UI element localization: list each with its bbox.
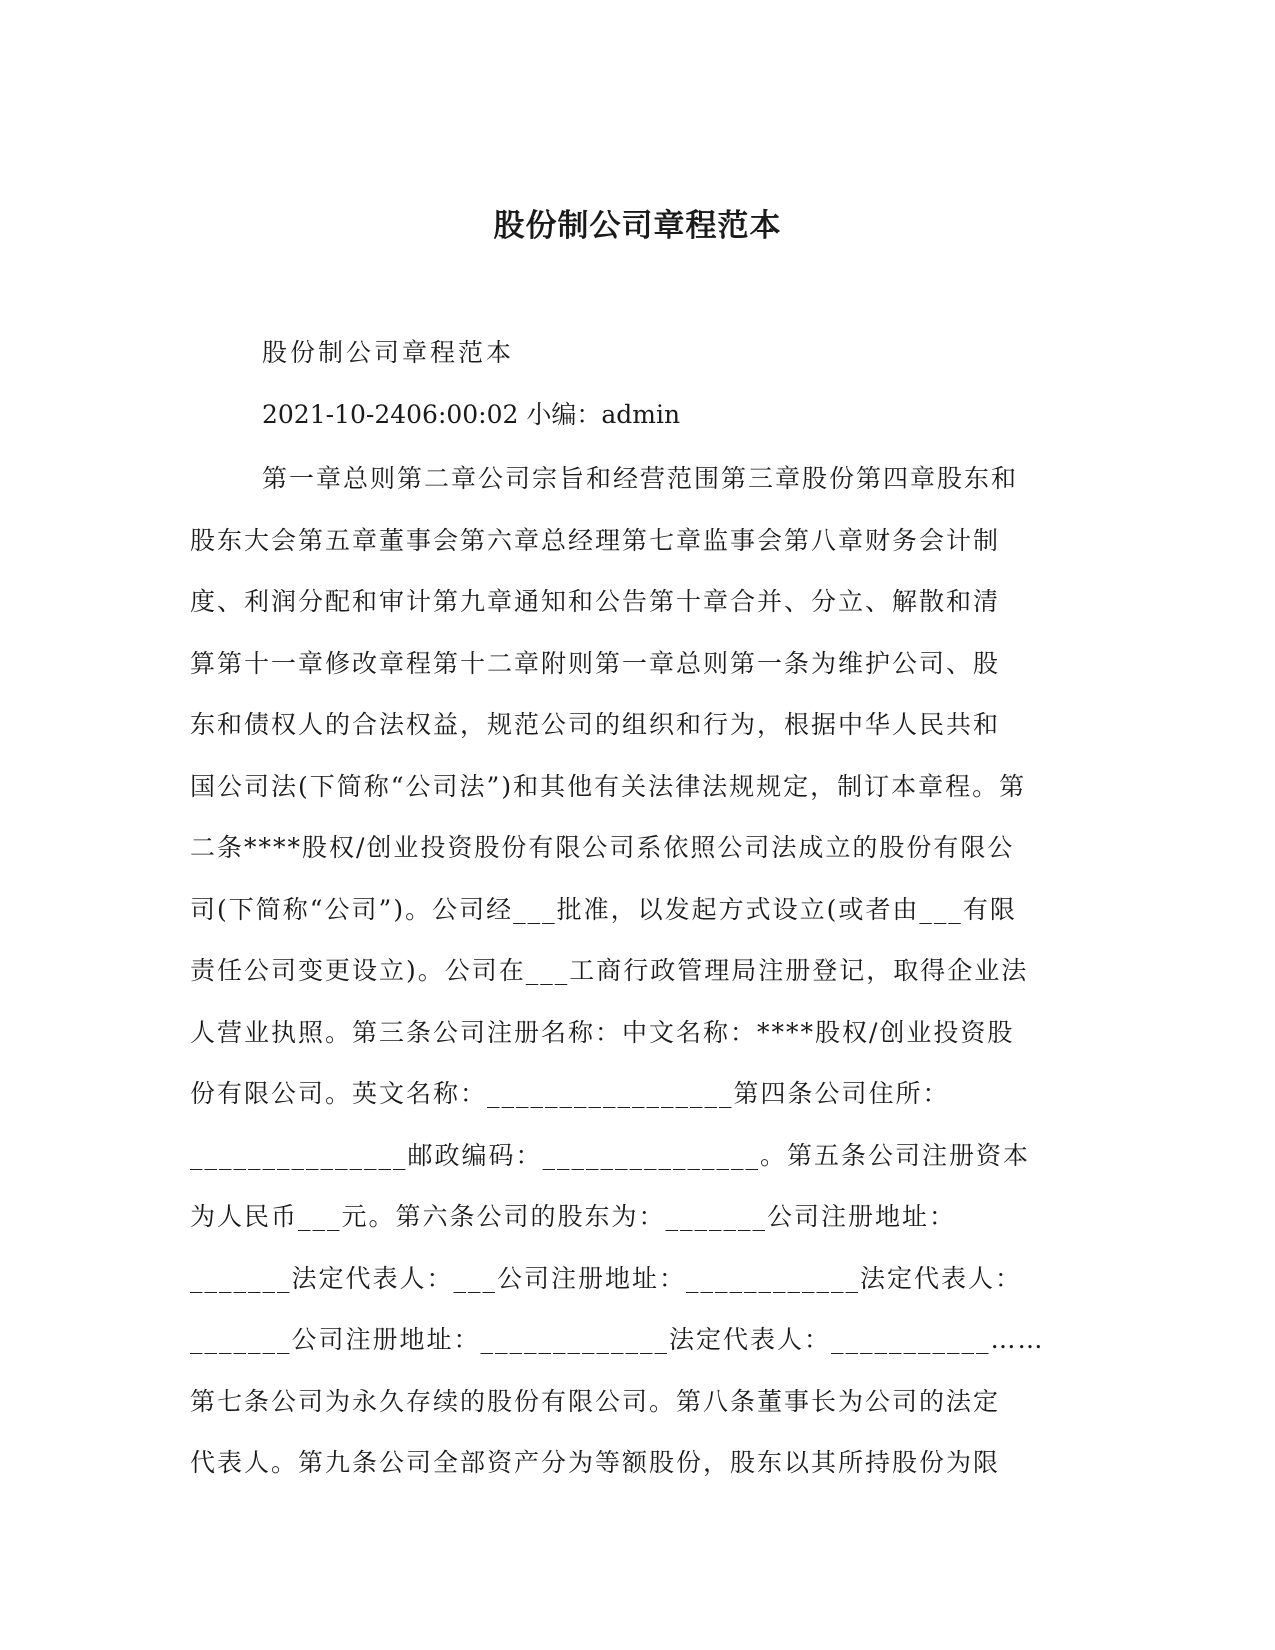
document-subtitle: 股份制公司章程范本 [262, 338, 515, 367]
publish-dateline: 2021-10-2406:00:02 小编：admin [262, 400, 681, 429]
body-line: 国公司法(下简称“公司法”)和其他有关法律法规规定，制订本章程。第 [190, 771, 1027, 801]
document-title: 股份制公司章程范本 [493, 208, 782, 244]
body-line: 责任公司变更设立)。公司在___工商行政管理局注册登记，取得企业法 [190, 956, 1029, 985]
body-line: 度、利润分配和审计第九章通知和公告第十章合并、分立、解散和清 [190, 587, 1001, 616]
body-line: _______________邮政编码：_______________。第五条公司注册资本 [190, 1140, 1031, 1170]
body-line: 人营业执照。第三条公司注册名称：中文名称：****股权/创业投资股 [190, 1017, 1015, 1047]
body-line: 司(下简称“公司”)。公司经___批准，以发起方式设立(或者由___有限 [190, 894, 1017, 924]
body-line: 算第十一章修改章程第十二章附则第一章总则第一条为维护公司、股 [190, 648, 1001, 678]
body-line: 第七条公司为永久存续的股份有限公司。第八条董事长为公司的法定 [190, 1386, 1001, 1416]
body-line: 份有限公司。英文名称：_________________第四条公司住所： [190, 1079, 950, 1108]
body-line: 东和债权人的合法权益，规范公司的组织和行为，根据中华人民共和 [190, 710, 1001, 739]
body-line: _______公司注册地址：_____________法定代表人：___________…… [190, 1325, 1045, 1354]
body-line: 二条****股权/创业投资股份有限公司系依照公司法成立的股份有限公 [190, 833, 1015, 862]
body-line: 第一章总则第二章公司宗旨和经营范围第三章股份第四章股东和 [262, 464, 1019, 493]
body-line: 为人民币___元。第六条公司的股东为：_______公司注册地址： [190, 1202, 957, 1231]
body-line: 股东大会第五章董事会第六章总经理第七章监事会第八章财务会计制 [190, 525, 1001, 555]
body-line: 代表人。第九条公司全部资产分为等额股份，股东以其所持股份为限 [190, 1448, 1001, 1477]
article-body [190, 448, 1090, 1494]
body-line: _______法定代表人：___公司注册地址：____________法定代表人： [190, 1263, 1023, 1293]
